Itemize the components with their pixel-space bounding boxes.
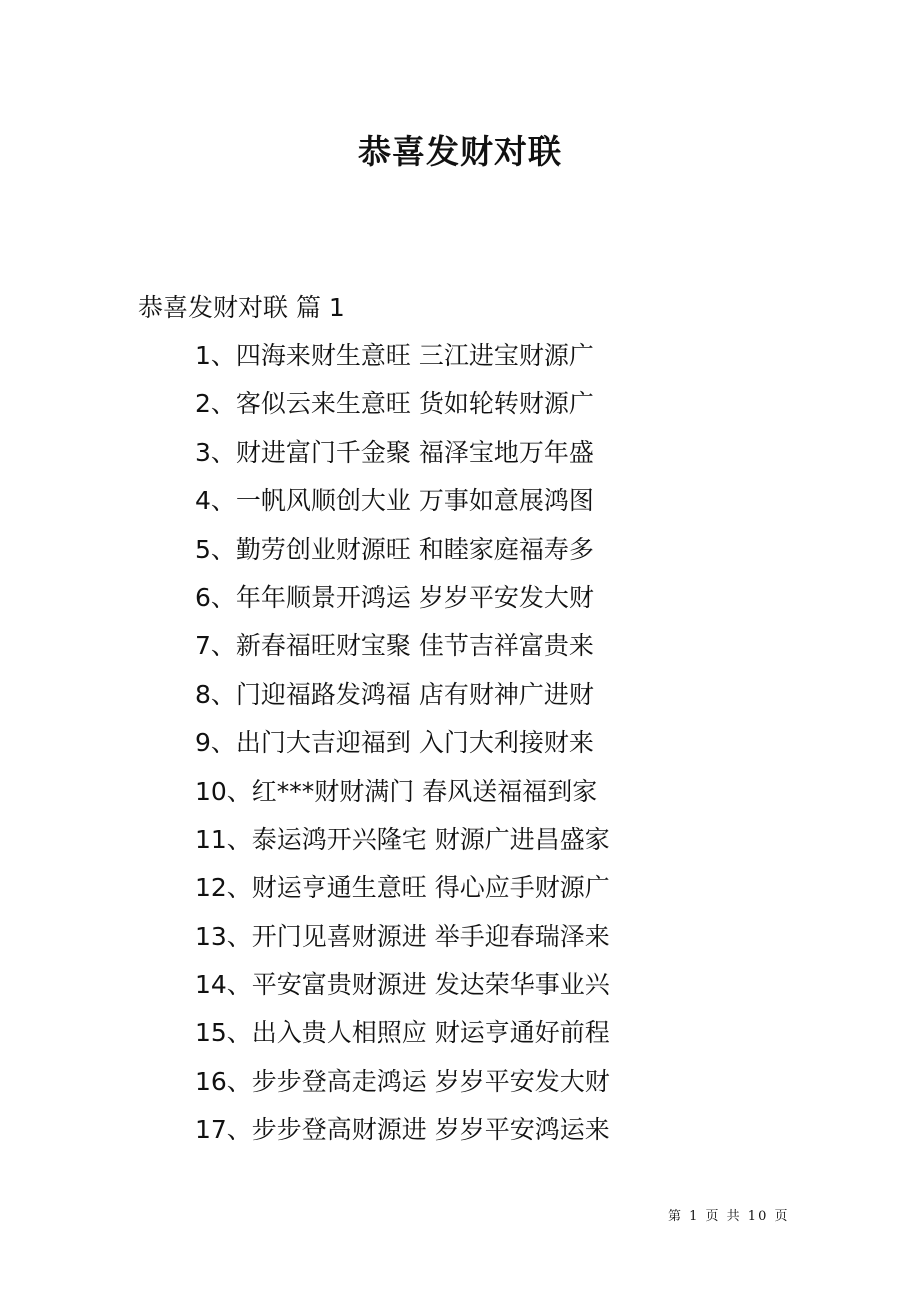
list-item: 3、财进富门千金聚 福泽宝地万年盛 bbox=[195, 437, 594, 467]
list-item: 13、开门见喜财源进 举手迎春瑞泽来 bbox=[195, 921, 610, 951]
list-item: 7、新春福旺财宝聚 佳节吉祥富贵来 bbox=[195, 631, 594, 661]
list-item: 16、步步登高走鸿运 岁岁平安发大财 bbox=[195, 1066, 610, 1096]
page-footer: 第 1 页 共 10 页 bbox=[668, 1209, 790, 1224]
list-item: 14、平安富贵财源进 发达荣华事业兴 bbox=[195, 970, 610, 1000]
list-item: 15、出入贵人相照应 财运亨通好前程 bbox=[195, 1018, 610, 1048]
list-item: 4、一帆风顺创大业 万事如意展鸿图 bbox=[195, 486, 594, 516]
section-heading: 恭喜发财对联 篇 1 bbox=[138, 293, 345, 322]
list-item: 11、泰运鸿开兴隆宅 财源广进昌盛家 bbox=[195, 824, 610, 854]
list-item: 10、红***财财满门 春风送福福到家 bbox=[195, 776, 598, 806]
list-item: 9、出门大吉迎福到 入门大利接财来 bbox=[195, 728, 594, 758]
list-item: 1、四海来财生意旺 三江进宝财源广 bbox=[195, 341, 594, 370]
list-item: 6、年年顺景开鸿运 岁岁平安发大财 bbox=[195, 582, 594, 612]
list-item: 5、勤劳创业财源旺 和睦家庭福寿多 bbox=[195, 534, 594, 564]
list-item: 8、门迎福路发鸿福 店有财神广进财 bbox=[195, 679, 594, 709]
list-item: 2、客似云来生意旺 货如轮转财源广 bbox=[195, 389, 594, 419]
list-item: 12、财运亨通生意旺 得心应手财源广 bbox=[195, 873, 610, 903]
document-title: 恭喜发财对联 bbox=[358, 132, 562, 171]
couplet-list bbox=[195, 334, 610, 1157]
list-item: 17、步步登高财源进 岁岁平安鸿运来 bbox=[195, 1115, 610, 1145]
